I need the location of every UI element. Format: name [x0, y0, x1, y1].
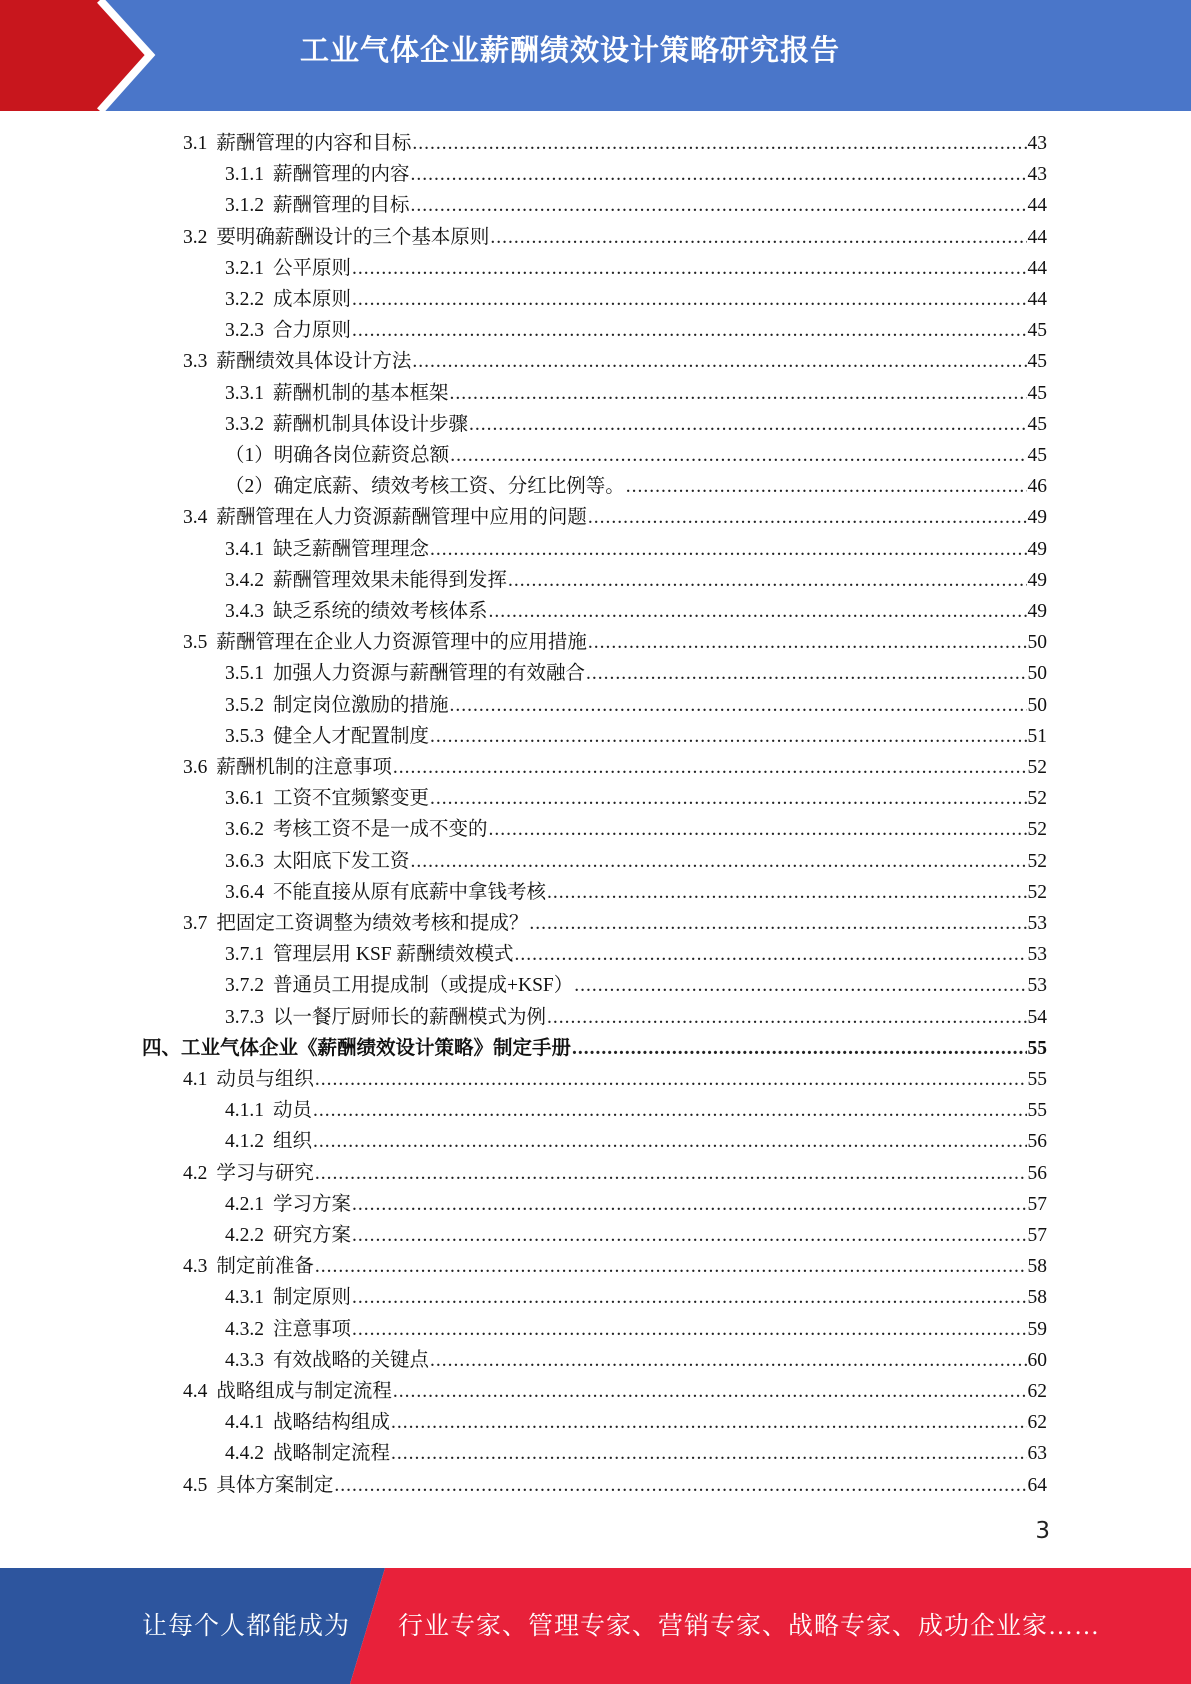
- toc-entry-number: 4.5: [183, 1474, 208, 1496]
- toc-entry[interactable]: [225, 534, 1047, 565]
- toc-dot-leader: [315, 1064, 1027, 1095]
- toc-entry-number: 3.3: [183, 351, 208, 373]
- header-red-arrow: [0, 0, 150, 111]
- toc-entry-title: 薪酬管理在企业人力资源管理中的应用措施: [216, 632, 587, 654]
- page-footer: [0, 1568, 1191, 1684]
- toc-dot-leader: [574, 970, 1026, 1001]
- toc-entry-page: 50: [1027, 632, 1047, 654]
- toc-entry[interactable]: [225, 1407, 1047, 1438]
- toc-entry-number: 3.4: [183, 507, 208, 529]
- toc-entry-page: 44: [1027, 289, 1047, 310]
- toc-entry[interactable]: [225, 1189, 1047, 1220]
- toc-entry-title: 薪酬管理的内容: [273, 164, 410, 186]
- toc-entry-page: 59: [1027, 1318, 1047, 1340]
- toc-entry[interactable]: [183, 1376, 1047, 1407]
- toc-entry-page: 52: [1027, 881, 1047, 903]
- toc-entry-number: 3.2: [183, 226, 208, 248]
- toc-entry[interactable]: [183, 346, 1047, 377]
- toc-entry-page: 45: [1027, 351, 1047, 373]
- toc-dot-leader: [352, 315, 1026, 346]
- toc-entry[interactable]: [225, 565, 1047, 596]
- toc-dot-leader: [412, 346, 1026, 377]
- toc-dot-leader: [588, 627, 1027, 658]
- toc-entry-title: （2）确定底薪、绩效考核工资、分红比例等。: [225, 476, 625, 498]
- toc-dot-leader: [547, 877, 1026, 908]
- toc-entry-page: 43: [1027, 164, 1047, 186]
- toc-entry[interactable]: [225, 190, 1047, 221]
- toc-dot-leader: [352, 1189, 1026, 1220]
- toc-dot-leader: [450, 440, 1026, 471]
- toc-entry-number: 3.6.4: [225, 881, 264, 903]
- toc-dot-leader: [352, 1282, 1026, 1313]
- toc-entry[interactable]: [225, 471, 1047, 502]
- toc-entry-title: 健全人才配置制度: [273, 725, 430, 747]
- toc-entry-number: 4.3.3: [225, 1349, 264, 1371]
- toc-entry-number: 4.2: [183, 1162, 208, 1184]
- toc-entry[interactable]: [183, 627, 1047, 658]
- toc-entry[interactable]: [225, 1220, 1047, 1251]
- toc-entry-title: 组织: [273, 1131, 313, 1153]
- toc-entry[interactable]: [183, 1470, 1047, 1501]
- toc-dot-leader: [430, 534, 1026, 565]
- toc-entry-title: 薪酬管理的内容和目标: [216, 133, 412, 154]
- toc-entry-number: 3.6.1: [225, 788, 264, 810]
- toc-entry-title: 太阳底下发工资: [273, 850, 410, 872]
- toc-entry-page: 49: [1027, 601, 1047, 622]
- toc-dot-leader: [352, 1220, 1026, 1251]
- toc-dot-leader: [515, 939, 1027, 970]
- toc-dot-leader: [430, 721, 1026, 752]
- toc-entry[interactable]: [183, 1064, 1047, 1095]
- toc-entry-number: 4.4.2: [225, 1443, 264, 1465]
- toc-entry-title: 四、工业气体企业《薪酬绩效设计策略》制定手册: [142, 1037, 572, 1059]
- toc-entry-page: 64: [1027, 1474, 1047, 1496]
- toc-entry-title: 战略结构组成: [273, 1412, 391, 1434]
- toc-entry-number: 4.3.1: [225, 1287, 264, 1309]
- toc-entry-page: 50: [1027, 694, 1047, 716]
- toc-entry-page: 49: [1027, 507, 1047, 529]
- toc-entry[interactable]: [225, 814, 1047, 845]
- toc-entry-page: 45: [1027, 445, 1047, 466]
- toc-entry-number: 3.4.2: [225, 569, 264, 591]
- toc-entry-page: 49: [1027, 538, 1047, 560]
- toc-entry-title: 战略制定流程: [273, 1443, 391, 1465]
- toc-entry-number: 4.3.2: [225, 1318, 264, 1340]
- toc-entry-number: 3.5: [183, 632, 208, 654]
- toc-entry[interactable]: [225, 596, 1047, 627]
- toc-entry-title: 缺乏系统的绩效考核体系: [273, 601, 488, 622]
- toc-dot-leader: [391, 1438, 1026, 1469]
- toc-entry-number: 4.4.1: [225, 1412, 264, 1434]
- toc-entry-title: 具体方案制定: [216, 1474, 334, 1496]
- toc-entry-title: 薪酬绩效具体设计方法: [216, 351, 412, 373]
- toc-entry-title: 成本原则: [273, 289, 352, 310]
- toc-entry-page: 62: [1027, 1412, 1047, 1434]
- toc-entry[interactable]: [225, 877, 1047, 908]
- toc-entry-page: 44: [1027, 226, 1047, 248]
- toc-dot-leader: [430, 783, 1026, 814]
- toc-entry-page: 58: [1027, 1287, 1047, 1309]
- toc-entry-title: 战略组成与制定流程: [216, 1381, 392, 1402]
- toc-entry-number: 3.2.2: [225, 289, 264, 310]
- toc-entry[interactable]: [225, 1282, 1047, 1313]
- toc-entry-page: 43: [1027, 133, 1047, 154]
- toc-entry-title: 研究方案: [273, 1225, 352, 1246]
- toc-entry-page: 49: [1027, 569, 1047, 591]
- toc-entry[interactable]: [183, 1158, 1047, 1189]
- toc-dot-leader: [626, 471, 1027, 502]
- toc-entry-page: 56: [1027, 1162, 1047, 1184]
- toc-entry-page: 63: [1027, 1443, 1047, 1465]
- toc-entry[interactable]: [225, 409, 1047, 440]
- toc-dot-leader: [391, 1407, 1026, 1438]
- toc-entry-page: 46: [1027, 476, 1047, 498]
- toc-dot-leader: [508, 565, 1026, 596]
- toc-dot-leader: [352, 1314, 1026, 1345]
- page-header: [0, 0, 1191, 111]
- toc-dot-leader: [393, 752, 1027, 783]
- toc-entry-page: 54: [1027, 1006, 1047, 1028]
- toc-entry-number: 4.1: [183, 1069, 208, 1090]
- toc-entry-number: 3.7.2: [225, 975, 264, 997]
- toc-entry-title: 动员: [273, 1100, 313, 1122]
- toc-entry[interactable]: [225, 1438, 1047, 1469]
- toc-entry-number: 3.1: [183, 133, 208, 154]
- toc-entry[interactable]: [183, 128, 1047, 159]
- toc-entry-title: 把固定工资调整为绩效考核和提成？: [216, 913, 529, 934]
- toc-dot-leader: [547, 1002, 1026, 1033]
- toc-entry-page: 44: [1027, 257, 1047, 279]
- toc-dot-leader: [411, 159, 1027, 190]
- toc-entry[interactable]: [225, 159, 1047, 190]
- toc-entry-title: 加强人力资源与薪酬管理的有效融合: [273, 663, 586, 685]
- toc-entry-number: 3.5.1: [225, 663, 264, 685]
- document-title: 工业气体企业薪酬绩效设计策略研究报告: [300, 33, 841, 67]
- toc-entry-page: 51: [1027, 725, 1047, 747]
- toc-entry-number: 4.3: [183, 1256, 208, 1278]
- toc-entry-page: 57: [1027, 1193, 1047, 1215]
- toc-entry-page: 53: [1027, 913, 1047, 934]
- toc-dot-leader: [313, 1126, 1026, 1157]
- toc-entry-page: 62: [1027, 1381, 1047, 1402]
- toc-dot-leader: [586, 658, 1026, 689]
- toc-entry[interactable]: [225, 970, 1047, 1001]
- toc-entry[interactable]: [225, 690, 1047, 721]
- toc-entry-number: 4.1.1: [225, 1100, 264, 1122]
- toc-entry-title: 管理层用 KSF 薪酬绩效模式: [273, 944, 514, 966]
- toc-entry-number: 4.1.2: [225, 1131, 264, 1153]
- toc-entry-page: 52: [1027, 819, 1047, 841]
- toc-entry-title: 制定岗位激励的措施: [273, 694, 449, 716]
- toc-entry-number: 3.5.3: [225, 725, 264, 747]
- toc-entry[interactable]: [225, 1002, 1047, 1033]
- toc-entry-title: 有效战略的关键点: [273, 1349, 430, 1371]
- toc-entry-title: 以一餐厅厨师长的薪酬模式为例: [273, 1006, 547, 1028]
- toc-dot-leader: [450, 378, 1027, 409]
- toc-entry-title: 考核工资不是一成不变的: [273, 819, 488, 841]
- toc-dot-leader: [412, 128, 1026, 159]
- toc-entry[interactable]: [183, 908, 1047, 939]
- toc-entry-number: 3.1.2: [225, 195, 264, 217]
- page-number: 3: [1035, 1518, 1050, 1544]
- toc-entry-number: 3.4.1: [225, 538, 264, 560]
- toc-entry-title: 薪酬管理在人力资源薪酬管理中应用的问题: [216, 507, 587, 529]
- toc-dot-leader: [313, 1095, 1026, 1126]
- toc-entry-number: 3.1.1: [225, 164, 264, 186]
- toc-entry-title: 合力原则: [273, 320, 352, 342]
- toc-entry-title: 学习与研究: [216, 1162, 314, 1184]
- toc-entry-number: 3.3.2: [225, 413, 264, 435]
- toc-entry[interactable]: [225, 378, 1047, 409]
- toc-entry-title: 制定前准备: [216, 1256, 314, 1278]
- toc-entry-page: 57: [1027, 1225, 1047, 1246]
- toc-dot-leader: [411, 190, 1027, 221]
- toc-entry-number: 3.5.2: [225, 694, 264, 716]
- toc-entry-number: 3.3.1: [225, 382, 264, 404]
- toc-entry-page: 53: [1027, 975, 1047, 997]
- toc-entry-number: 3.6.3: [225, 850, 264, 872]
- toc-entry[interactable]: [225, 783, 1047, 814]
- toc-entry[interactable]: [225, 253, 1047, 284]
- toc-entry[interactable]: [183, 502, 1047, 533]
- toc-entry-page: 50: [1027, 663, 1047, 685]
- toc-entry-page: 53: [1027, 944, 1047, 966]
- toc-entry-title: 公平原则: [273, 257, 352, 279]
- toc-dot-leader: [489, 814, 1027, 845]
- toc-entry-page: 52: [1027, 757, 1047, 778]
- toc-dot-leader: [334, 1470, 1026, 1501]
- toc-entry[interactable]: [225, 1126, 1047, 1157]
- toc-dot-leader: [490, 222, 1026, 253]
- toc-entry-title: 不能直接从原有底薪中拿钱考核: [273, 881, 547, 903]
- footer-slogan-left: 让每个人都能成为: [142, 1613, 351, 1640]
- toc-dot-leader: [469, 409, 1026, 440]
- toc-entry[interactable]: [225, 658, 1047, 689]
- toc-entry-number: 4.2.2: [225, 1225, 264, 1246]
- toc-dot-leader: [588, 502, 1027, 533]
- toc-dot-leader: [529, 908, 1026, 939]
- toc-entry-title: 薪酬机制的基本框架: [273, 382, 449, 404]
- toc-entry-page: 55: [1027, 1037, 1047, 1059]
- toc-entry-number: 3.7.1: [225, 944, 264, 966]
- toc-entry-title: 薪酬机制具体设计步骤: [273, 413, 469, 435]
- toc-entry[interactable]: [225, 284, 1047, 315]
- footer-slogan-right: 行业专家、管理专家、营销专家、战略专家、成功企业家……: [398, 1613, 1101, 1640]
- toc-dot-leader: [352, 284, 1026, 315]
- toc-entry[interactable]: [225, 1095, 1047, 1126]
- toc-entry[interactable]: [225, 1314, 1047, 1345]
- toc-dot-leader: [489, 596, 1027, 627]
- toc-entry-title: 薪酬管理的目标: [273, 195, 410, 217]
- toc-entry-page: 56: [1027, 1131, 1047, 1153]
- toc-entry-title: 制定原则: [273, 1287, 352, 1309]
- toc-entry-number: 4.4: [183, 1381, 208, 1402]
- toc-dot-leader: [393, 1376, 1027, 1407]
- toc-entry[interactable]: [183, 222, 1047, 253]
- toc-entry-number: 3.6.2: [225, 819, 264, 841]
- toc-entry-title: 缺乏薪酬管理理念: [273, 538, 430, 560]
- toc-dot-leader: [352, 253, 1026, 284]
- toc-entry-page: 45: [1027, 320, 1047, 342]
- toc-entry[interactable]: [183, 1251, 1047, 1282]
- toc-entry-title: 普通员工用提成制（或提成+KSF）: [273, 975, 574, 997]
- toc-dot-leader: [315, 1158, 1027, 1189]
- toc-entry-number: 4.2.1: [225, 1193, 264, 1215]
- toc-entry-title: 薪酬机制的注意事项: [216, 757, 392, 778]
- toc-entry-title: 工资不宜频繁变更: [273, 788, 430, 810]
- toc-entry-page: 55: [1027, 1100, 1047, 1122]
- toc-entry-page: 45: [1027, 382, 1047, 404]
- toc-entry[interactable]: [225, 315, 1047, 346]
- toc-entry-number: 3.2.3: [225, 320, 264, 342]
- toc-entry-page: 52: [1027, 788, 1047, 810]
- toc-entry[interactable]: [225, 846, 1047, 877]
- toc-entry[interactable]: [225, 440, 1047, 471]
- toc-dot-leader: [572, 1033, 1026, 1064]
- toc-entry-number: 3.2.1: [225, 257, 264, 279]
- header-arrow-decoration: [0, 0, 160, 111]
- toc-entry-page: 58: [1027, 1256, 1047, 1278]
- toc-entry-title: 要明确薪酬设计的三个基本原则: [216, 226, 490, 248]
- toc-dot-leader: [450, 690, 1027, 721]
- toc-entry-page: 44: [1027, 195, 1047, 217]
- toc-dot-leader: [430, 1345, 1026, 1376]
- toc-entry-number: 3.6: [183, 757, 208, 778]
- toc-entry-number: 3.7.3: [225, 1006, 264, 1028]
- toc-entry-page: 52: [1027, 850, 1047, 872]
- toc-entry-title: 薪酬管理效果未能得到发挥: [273, 569, 508, 591]
- toc-dot-leader: [315, 1251, 1027, 1282]
- toc-entry-page: 45: [1027, 413, 1047, 435]
- toc-entry[interactable]: [142, 1033, 1047, 1064]
- toc-entry-title: （1）明确各岗位薪资总额: [225, 445, 450, 466]
- toc-entry[interactable]: [225, 1345, 1047, 1376]
- toc-entry-title: 注意事项: [273, 1318, 352, 1340]
- toc-entry-number: 3.4.3: [225, 601, 264, 622]
- toc-entry-title: 学习方案: [273, 1193, 352, 1215]
- toc-entry-page: 55: [1027, 1069, 1047, 1090]
- toc-dot-leader: [411, 846, 1027, 877]
- toc-entry[interactable]: [225, 721, 1047, 752]
- toc-entry[interactable]: [225, 939, 1047, 970]
- toc-entry[interactable]: [183, 752, 1047, 783]
- toc-entry-page: 60: [1027, 1349, 1047, 1371]
- toc-entry-number: 3.7: [183, 913, 208, 934]
- toc-entry-title: 动员与组织: [216, 1069, 314, 1090]
